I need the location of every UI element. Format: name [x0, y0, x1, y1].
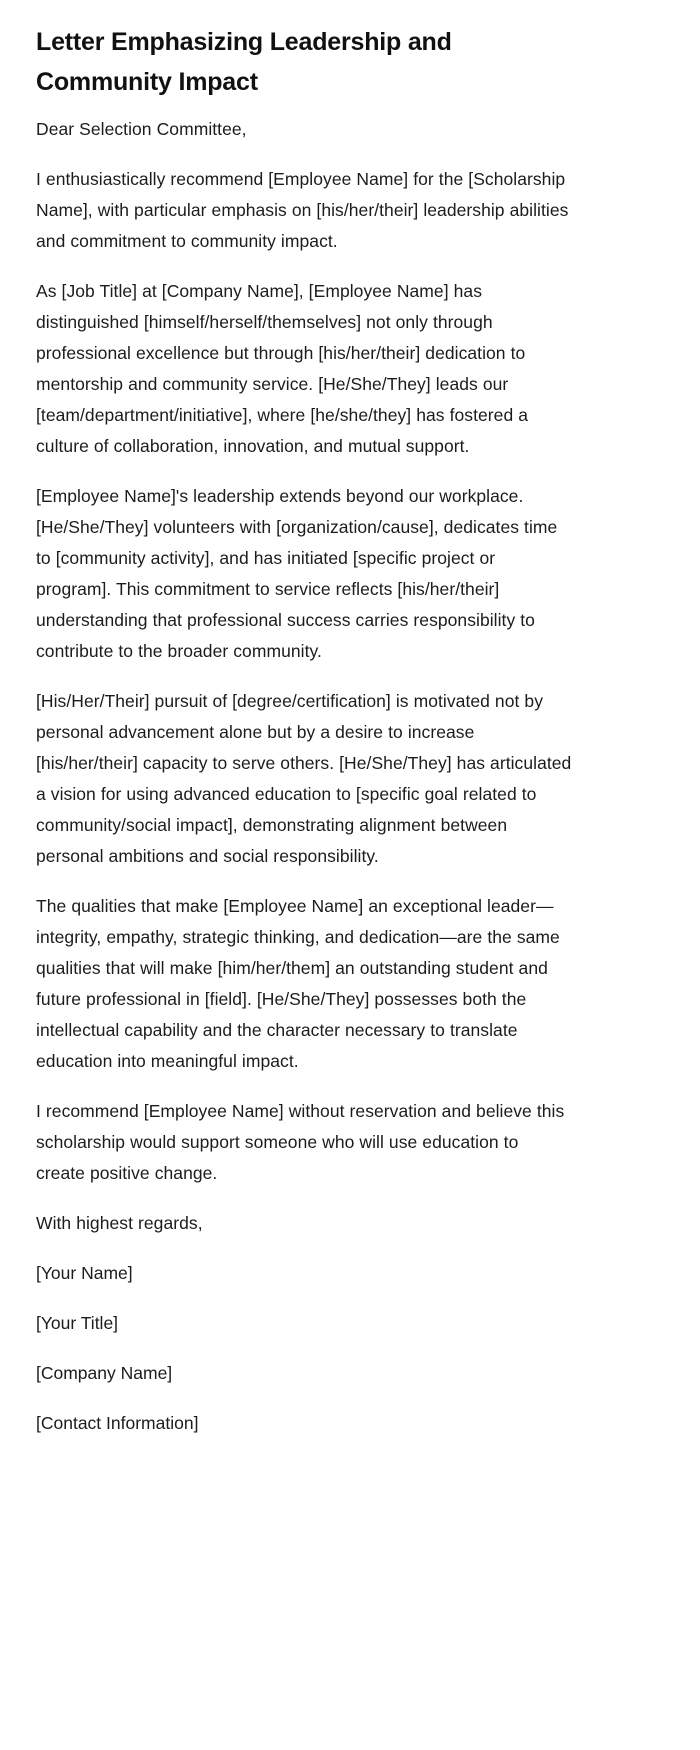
- letter-paragraph: As [Job Title] at [Company Name], [Employee Name] has distinguished [himself/herself/themselves] not only through professional excellence but through [his/her/their] dedication to mentorship and community service. [He/She/They] leads our [team/department/initiative], where [he/she/they] has fostered a culture of collaboration, innovation, and mutual support.: [36, 281, 529, 456]
- letter-body: [36, 114, 572, 1439]
- signature-company-name: [Company Name]: [36, 1363, 173, 1383]
- letter-paragraph: [His/Her/Their] pursuit of [degree/certification] is motivated not by personal advancement alone but by a desire to increase [his/her/their] capacity to serve others. [He/She/They] has articulated a vision for using advanced education to [specific goal related to community/social impact], demonstrating alignment between personal ambitions and social responsibility.: [36, 691, 572, 866]
- letter-paragraph: [Employee Name]'s leadership extends beyond our workplace. [He/She/They] volunteers with [organization/cause], dedicates time to [community activity], and has initiated [specific project or program]. This commitment to service reflects [his/her/their] understanding that professional success carries responsibility to contribute to the broader community.: [36, 486, 558, 661]
- signature-your-name: [Your Name]: [36, 1263, 133, 1283]
- letter-closing: With highest regards,: [36, 1213, 203, 1233]
- letter-paragraph: I enthusiastically recommend [Employee Name] for the [Scholarship Name], with particular emphasis on [his/her/their] leadership abilities and commitment to community impact.: [36, 169, 569, 251]
- letter-paragraph: The qualities that make [Employee Name] an exceptional leader—integrity, empathy, strategic thinking, and dedication—are the same qualities that will make [him/her/them] an outstanding student and future professional in [field]. [He/She/They] possesses both the intellectual capability and the character necessary to translate education into meaningful impact.: [36, 896, 560, 1071]
- signature-contact-information: [Contact Information]: [36, 1413, 199, 1433]
- signature-your-title: [Your Title]: [36, 1313, 119, 1333]
- letter-paragraph: I recommend [Employee Name] without reservation and believe this scholarship would support someone who will use education to create positive change.: [36, 1101, 565, 1183]
- letter-salutation: Dear Selection Committee,: [36, 119, 247, 139]
- page-title: Letter Emphasizing Leadership and Community Impact: [36, 28, 452, 96]
